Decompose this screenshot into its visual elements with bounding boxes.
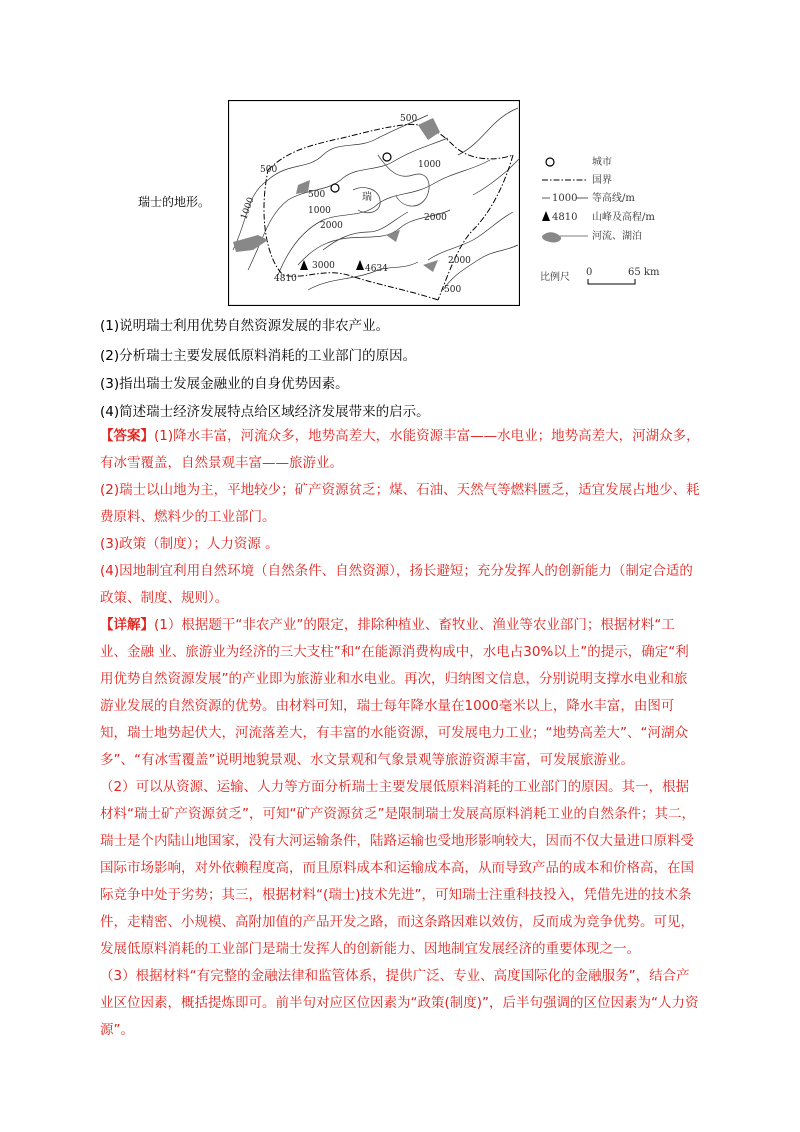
detail-tag: 【详解】 [100, 617, 154, 633]
detail-1: (1）根据题干“非农产业”的限定，排除种植业、畜牧业、渔业等农业部门；根据材料“工业、金融 业、旅游业为经济的三大支柱”和“在能源消费构成中，水电占30%以上”的提示，确定“利用优势自然资源发展”的产业即为旅游业和水电业。再次，归纳图文信息，分别说明支撑水电业和旅游业发展的自然资源的优势。由材料可知，瑞士每年降水量在1000毫米以上，降水丰富，由图可知，瑞士地势起伏大，河流落差大，有丰富的水能资源，可发展电力工业；“地势高差大”、“河湖众多”、“有冰雪覆盖”说明地貌景观、水文景观和气象景观等旅游资源丰富，可发展旅游业。 [100, 617, 689, 768]
scale-start: 0 [586, 267, 593, 278]
scale-bar [588, 279, 635, 284]
figure-caption: 瑞士的地形。 [138, 195, 211, 209]
city-symbol-icon [546, 158, 554, 166]
legend-contour-sample: 1000 [552, 193, 578, 204]
answer-1: (1)降水丰富，河流众多，地势高差大，水能资源丰富——水电业；地势高差大，河湖众多，有冰雪覆盖，自然景观丰富——旅游业。 [100, 428, 700, 471]
answer-4: (4)因地制宜利用自然环境（自然条件、自然资源），扬长避短；充分发挥人的创新能力（制定合适的政策、制度、规则）。 [100, 563, 693, 606]
question-3: (3)指出瑞士发展金融业的自身优势因素。 [100, 376, 349, 392]
peak-symbol-icon [542, 211, 550, 221]
peak-label: 4634 [365, 264, 388, 274]
contour-label: 2000 [424, 213, 447, 223]
scale-end: 65 km [628, 267, 660, 278]
contour-label: 2000 [448, 256, 471, 266]
legend-water: 河流、湖泊 [592, 231, 642, 242]
detail-section [100, 612, 700, 1044]
scale-label: 比例尺 [540, 272, 570, 283]
map-legend [540, 152, 670, 292]
answer-2: (2)瑞士以山地为主，平地较少；矿产资源贫乏；煤、石油、天然气等燃料匮乏，适宜发展占地少、耗费原料、燃料少的工业部门。 [100, 482, 700, 525]
legend-border: 国界 [592, 175, 612, 186]
question-4: (4)简述瑞士经济发展特点给区域经济发展带来的启示。 [100, 404, 430, 420]
detail-3: （3）根据材料“有完整的金融法律和监管体系，提供广泛、专业、高度国际化的金融服务”，结合产业区位因素，概括提炼即可。前半句对应区位因素为“政策(制度)”，后半句强调的区位因素为“人力资源”。 [100, 968, 699, 1038]
answer-section [100, 423, 700, 612]
legend-peak-value: 4810 [552, 212, 578, 223]
legend-contour: 等高线/m [592, 193, 635, 204]
answer-tag: 【答案】 [100, 428, 154, 444]
contour-label: 500 [260, 165, 278, 175]
legend-city: 城市 [592, 157, 612, 168]
question-2: (2)分析瑞士主要发展低原料消耗的工业部门的原因。 [100, 348, 417, 364]
contour-label: 500 [444, 285, 462, 295]
contour-label: 1000 [418, 160, 441, 170]
answer-3: (3)政策（制度）；人力资源 。 [100, 536, 279, 552]
peak-label: 4810 [274, 274, 297, 284]
country-label: 瑞 [362, 192, 372, 203]
question-1: (1)说明瑞士利用优势自然资源发展的非农产业。 [100, 318, 390, 334]
legend-peak: 山峰及高程/m [592, 212, 655, 223]
lake-symbol-icon [542, 232, 561, 242]
contour-label: 1000 [308, 206, 331, 216]
terrain-map [228, 100, 520, 306]
contour-label: 500 [400, 114, 418, 124]
contour-label: 1000 [239, 196, 257, 222]
contour-label: 2000 [320, 221, 343, 231]
peak-label: 3000 [312, 261, 335, 271]
detail-2: （2）可以从资源、运输、人力等方面分析瑞士主要发展低原料消耗的工业部门的原因。其一，根据材料“瑞士矿产资源贫乏”，可知“矿产资源贫乏”是限制瑞士发展高原料消耗工业的自然条件；其二，瑞士是个内陆山地国家，没有大河运输条件，陆路运输也受地形影响较大，因而不仅大量进口原料受国际市场影响，对外依赖程度高，而且原料成本和运输成本高，从而导致产品的成本和价格高，在国际竞争中处于劣势；其三，根据材料“(瑞士)技术先进”，可知瑞士注重科技投入，凭借先进的技术条件，走精密、小规模、高附加值的产品开发之路，而这条路因难以效仿，反而成为竞争优势。可见，发展低原料消耗的工业部门是瑞士发挥人的创新能力、因地制宜发展经济的重要体现之一。 [100, 779, 695, 957]
contour-label: 500 [308, 190, 326, 200]
